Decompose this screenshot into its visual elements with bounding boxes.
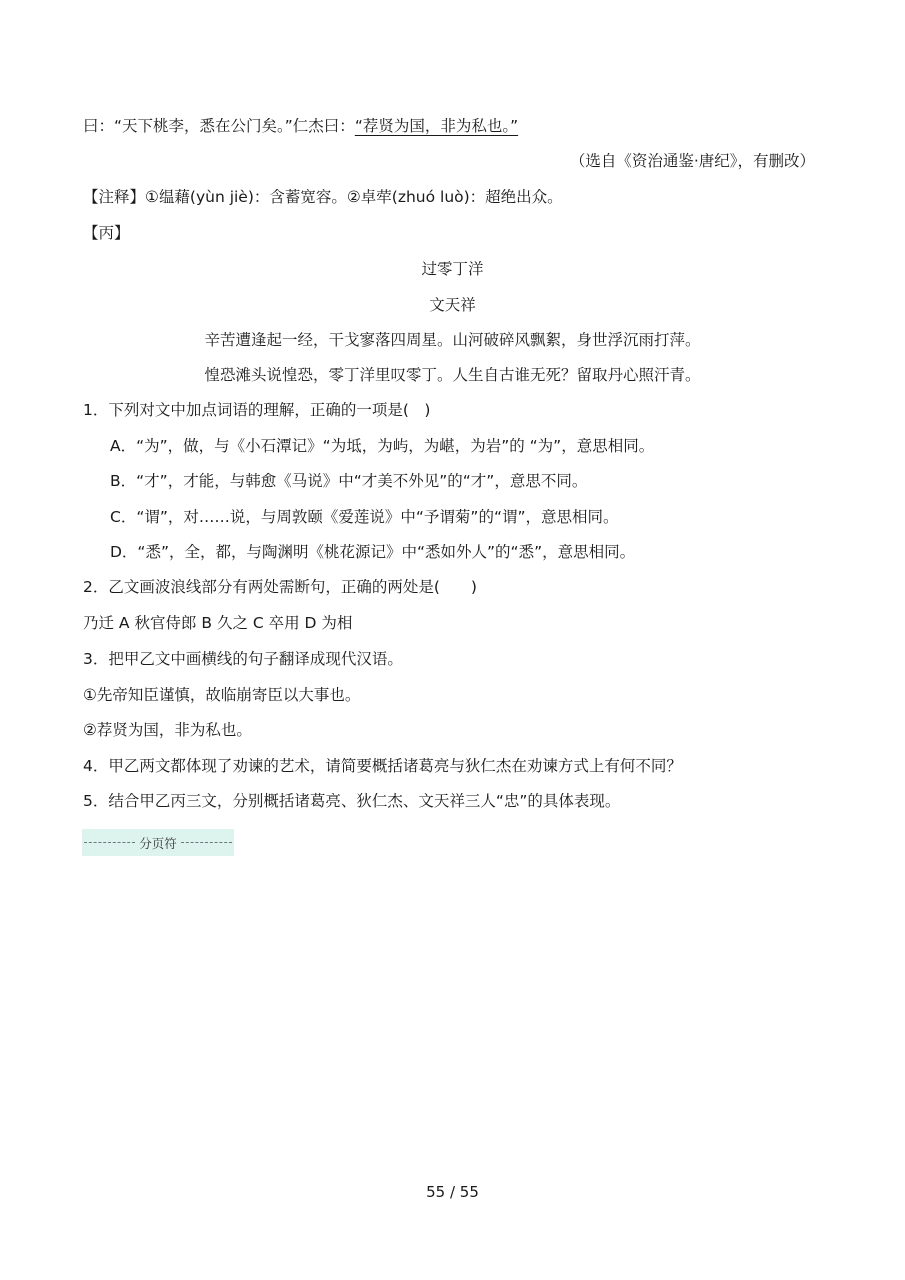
passage-yi-last-line: [83, 115, 518, 137]
question-1-option-a: A．“为”，做，与《小石潭记》“为坻，为屿，为嵁，为岩”的 “为”，意思相同。: [110, 437, 655, 455]
question-3-item-2: ②荐贤为国，非为私也。: [83, 721, 252, 739]
source-note: （选自《资治通鉴·唐纪》，有删改）: [569, 152, 815, 170]
page-number: 55 / 55: [426, 1183, 479, 1201]
question-5-stem: 5．结合甲乙丙三文，分别概括诸葛亮、狄仁杰、文天祥三人“忠”的具体表现。: [83, 792, 621, 810]
dash-line: [181, 842, 232, 843]
question-3-stem: 3．把甲乙文中画横线的句子翻译成现代汉语。: [83, 650, 403, 668]
poem-author: 文天祥: [429, 296, 476, 314]
question-2-content: 乃迁 A 秋官侍郎 B 久之 C 卒用 D 为相: [83, 614, 353, 632]
underlined-sentence: “荐贤为国，非为私也。”: [354, 117, 519, 135]
question-4-stem: 4．甲乙两文都体现了劝谏的艺术，请简要概括诸葛亮与狄仁杰在劝谏方式上有何不同？: [83, 757, 682, 775]
question-1-option-d: D．“悉”，全，都，与陶渊明《桃花源记》中“悉如外人”的“悉”，意思相同。: [110, 543, 636, 561]
annotation: 【注释】①缊藉(yùn jiè)：含蓄宽容。②卓荦(zhuó luò)：超绝出众。: [83, 188, 563, 206]
poem-line: 惶恐滩头说惶恐，零丁洋里叹零丁。人生自古谁无死？留取丹心照汗青。: [204, 366, 701, 384]
page-break-label: 分页符: [139, 835, 177, 851]
question-2-stem: 2．乙文画波浪线部分有两处需断句，正确的两处是( ): [83, 578, 477, 596]
question-1-stem: 1．下列对文中加点词语的理解，正确的一项是( ): [83, 401, 431, 419]
passage-text: 曰：“天下桃李，悉在公门矣。”仁杰曰：: [83, 117, 355, 135]
question-3-item-1: ①先帝知臣谨慎，故临崩寄臣以大事也。: [83, 686, 361, 704]
page-break-marker: [82, 829, 234, 856]
poem-line: 辛苦遭逢起一经，干戈寥落四周星。山河破碎风飘絮，身世浮沉雨打萍。: [204, 331, 701, 349]
question-1-option-c: C．“谓”，对……说，与周敦颐《爱莲说》中“予谓菊”的“谓”，意思相同。: [110, 508, 619, 526]
question-1-option-b: B．“才”，才能，与韩愈《马说》中“才美不外见”的“才”，意思不同。: [110, 472, 588, 490]
dash-line: [84, 842, 135, 843]
section-bing-label: 【丙】: [83, 224, 130, 242]
poem-title: 过零丁洋: [421, 260, 484, 278]
